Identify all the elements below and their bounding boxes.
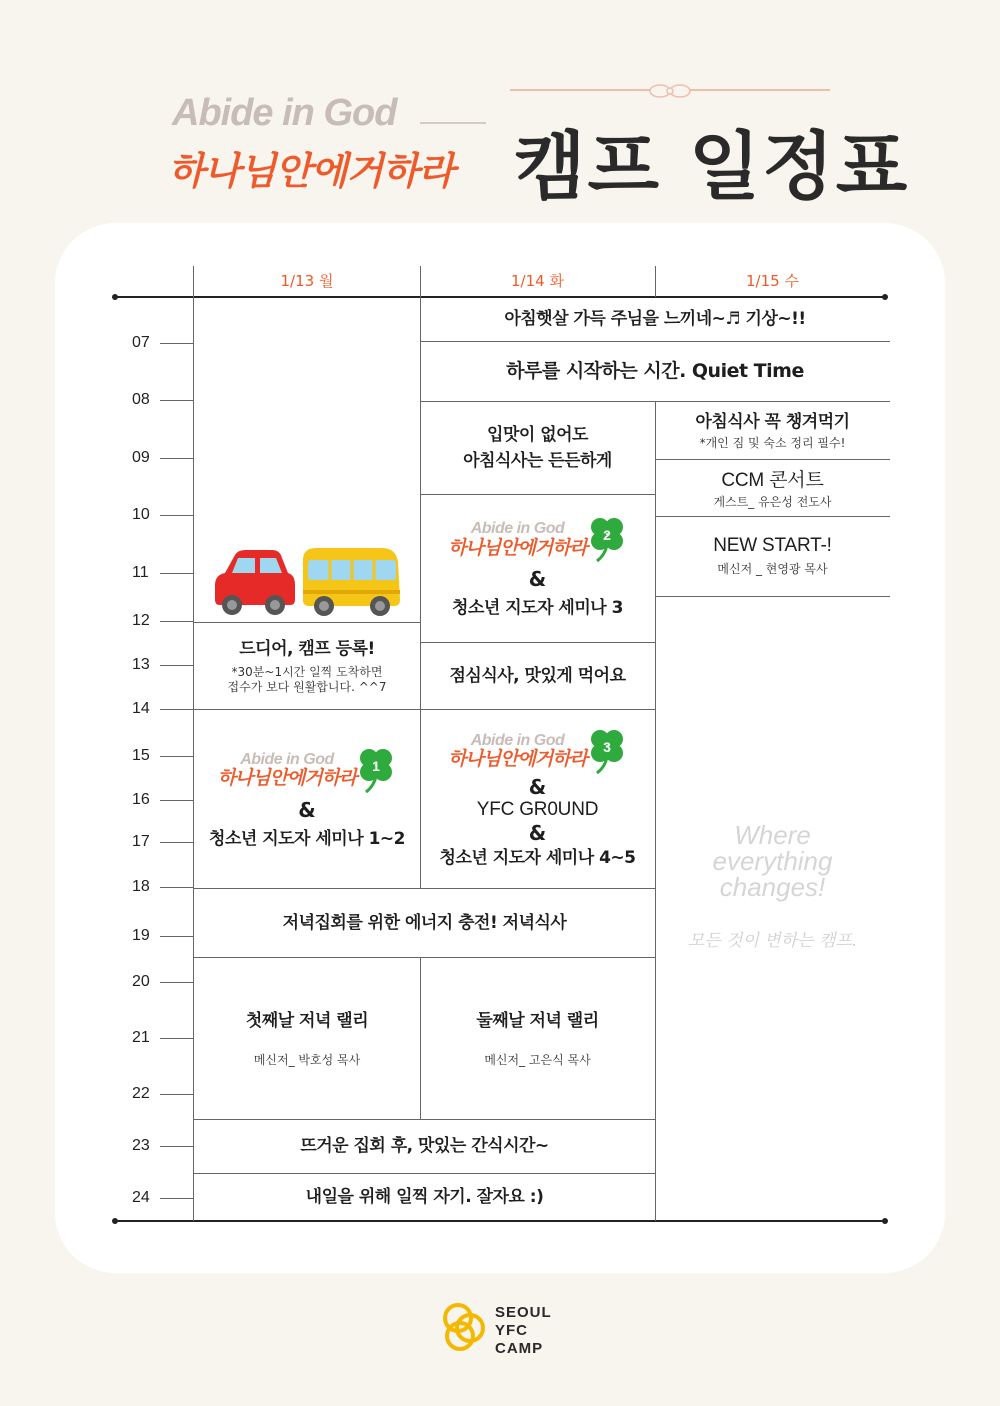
event-registration-note-1: *30분~1시간 일찍 도착하면 — [231, 664, 383, 679]
event-session-2-title: 청소년 지도자 세미나 3 — [452, 598, 623, 619]
clover-icon — [587, 515, 627, 563]
brand-ko: 하나님안에거하라 — [168, 149, 454, 193]
event-breakfast-day3-title: 아침식사 꼭 챙겨먹기 — [695, 411, 850, 432]
hour-tick — [160, 458, 193, 459]
clover-icon — [356, 746, 396, 794]
car-icon — [215, 550, 295, 615]
event-breakfast-line2: 아침식사는 든든하게 — [463, 451, 612, 471]
event-ccm-title: CCM 콘서트 — [721, 470, 824, 492]
day-header-2: 1/14 화 — [511, 272, 564, 290]
ampersand: & — [528, 567, 547, 592]
session-number: 1 — [372, 757, 381, 774]
bottom-rule — [115, 1220, 887, 1222]
hour-tick — [160, 343, 193, 344]
session-logo-ko: 하나님안에거하라 — [217, 767, 357, 790]
event-session-1 — [194, 710, 420, 888]
event-wake-text: 아침햇살 가득 주님을 느끼네~♬ 기상~!! — [504, 308, 806, 329]
session-number: 2 — [603, 527, 611, 544]
event-session-2 — [420, 495, 655, 642]
event-rally-2 — [420, 958, 655, 1119]
rule-dot — [112, 1218, 118, 1224]
hour-label: 13 — [132, 656, 150, 673]
event-dinner-text: 저녁집회를 위한 에너지 충전! 저녁식사 — [282, 912, 567, 933]
day-header-1: 1/13 월 — [280, 272, 334, 290]
hour-label: 23 — [132, 1137, 150, 1154]
hour-label: 09 — [132, 449, 150, 466]
event-registration — [194, 623, 420, 709]
hour-label: 11 — [132, 564, 149, 581]
day-header-3: 1/15 수 — [746, 272, 799, 290]
hour-tick — [160, 1038, 193, 1039]
hour-label: 18 — [132, 878, 150, 895]
hour-label: 20 — [132, 973, 150, 990]
hour-tick — [160, 982, 193, 983]
session-logo — [448, 515, 627, 563]
ampersand: & — [528, 774, 547, 799]
session-logo — [218, 746, 397, 794]
event-registration-note-2: 접수가 보다 원활합니다. ^^7 — [227, 680, 387, 695]
event-session-3 — [420, 710, 655, 888]
session-logo-en: Abide in God — [240, 750, 334, 768]
brand-underline — [420, 122, 486, 124]
hour-tick — [160, 400, 193, 401]
ampersand: & — [298, 797, 316, 822]
clover-icon — [587, 727, 627, 775]
event-session-3-middle: YFC GR0UND — [476, 798, 599, 820]
hour-tick — [160, 665, 193, 666]
session-logo-ko: 하나님안에거하라 — [448, 536, 587, 559]
tagline — [655, 822, 890, 951]
session-logo-ko: 하나님안에거하라 — [448, 748, 587, 771]
ampersand: & — [528, 820, 547, 845]
event-lunch — [420, 643, 655, 709]
hour-label: 08 — [132, 391, 150, 408]
ribbon-icon — [648, 80, 692, 102]
hour-label: 14 — [132, 700, 150, 717]
event-dinner — [194, 889, 655, 957]
bus-icon — [303, 548, 400, 616]
hour-label: 17 — [132, 833, 150, 850]
column-divider — [655, 266, 656, 297]
hour-tick — [160, 887, 193, 888]
vehicles-illustration — [210, 540, 410, 620]
hour-label: 19 — [132, 927, 150, 944]
session-logo-en: Abide in God — [470, 731, 565, 749]
hour-label: 15 — [132, 747, 150, 764]
event-rally-2-title: 둘째날 저녁 랠리 — [476, 1010, 599, 1031]
event-new-start-note: 메신저 _ 현영광 목사 — [717, 562, 828, 577]
hour-tick — [160, 709, 193, 710]
footer-line-3: CAMP — [495, 1340, 544, 1357]
hour-tick — [160, 573, 193, 574]
hour-tick — [160, 756, 193, 757]
event-lunch-text: 점심식사, 맛있게 먹어요 — [449, 665, 626, 686]
event-rally-1 — [194, 958, 420, 1119]
event-rally-1-note: 메신저_ 박호성 목사 — [253, 1053, 361, 1068]
tagline-en-3: changes! — [719, 872, 826, 902]
event-session-1-title: 청소년 지도자 세미나 1~2 — [209, 828, 405, 849]
event-breakfast-day3 — [655, 402, 890, 459]
event-wake — [420, 297, 890, 341]
event-sleep-text: 내일을 위해 일찍 자기. 잘자요 :) — [305, 1186, 544, 1207]
event-sleep — [194, 1174, 655, 1220]
hour-label: 07 — [132, 334, 150, 351]
hour-tick — [160, 515, 193, 516]
camp-logo-icon — [440, 1298, 492, 1354]
page-title: 캠프 일정표 — [514, 124, 910, 210]
session-logo-en: Abide in God — [470, 520, 565, 538]
hour-label: 10 — [132, 506, 150, 523]
rule-dot — [882, 1218, 888, 1224]
hour-tick — [160, 800, 193, 801]
event-quiet-time-text: 하루를 시작하는 시간. Quiet Time — [506, 359, 804, 382]
hour-tick — [160, 842, 193, 843]
event-quiet-time — [420, 342, 890, 401]
tagline-ko: 모든 것이 변하는 캠프. — [687, 931, 858, 951]
hour-label: 12 — [132, 612, 150, 629]
session-logo — [448, 727, 627, 775]
event-ccm — [655, 460, 890, 516]
session-number: 3 — [603, 738, 611, 755]
hour-tick — [160, 1198, 193, 1199]
event-new-start-title: NEW START-! — [713, 535, 832, 557]
event-rally-2-note: 메신저_ 고은식 목사 — [484, 1053, 591, 1068]
hour-label: 21 — [132, 1029, 150, 1046]
event-registration-title: 드디어, 캠프 등록! — [239, 639, 375, 660]
hour-tick — [160, 1146, 193, 1147]
hour-tick — [160, 1094, 193, 1095]
event-rally-1-title: 첫째날 저녁 랠리 — [245, 1010, 369, 1031]
footer-line-1: SEOUL — [495, 1304, 552, 1321]
row-divider — [655, 596, 890, 597]
hour-label: 22 — [132, 1085, 150, 1102]
footer-line-2: YFC — [495, 1322, 528, 1339]
event-snack-text: 뜨거운 집회 후, 맛있는 간식시간~ — [300, 1136, 549, 1157]
hour-tick — [160, 936, 193, 937]
hour-tick — [160, 621, 193, 622]
rule-dot — [112, 294, 118, 300]
event-breakfast-line1: 입맛이 없어도 — [487, 424, 588, 445]
event-breakfast-day2 — [420, 402, 655, 494]
hour-label: 16 — [132, 791, 150, 808]
tagline-en-2: everything — [712, 846, 833, 876]
tagline-en-1: Where — [734, 820, 811, 850]
event-ccm-note: 게스트_ 유은성 전도사 — [713, 495, 832, 510]
footer-logo-text — [495, 1304, 552, 1358]
event-breakfast-day3-note: *개인 짐 및 숙소 정리 필수! — [699, 436, 846, 451]
event-snack — [194, 1120, 655, 1173]
hour-label: 24 — [132, 1189, 150, 1206]
event-new-start — [655, 517, 890, 596]
event-session-3-title: 청소년 지도자 세미나 4~5 — [439, 847, 636, 868]
brand-en: Abide in God — [172, 92, 397, 134]
